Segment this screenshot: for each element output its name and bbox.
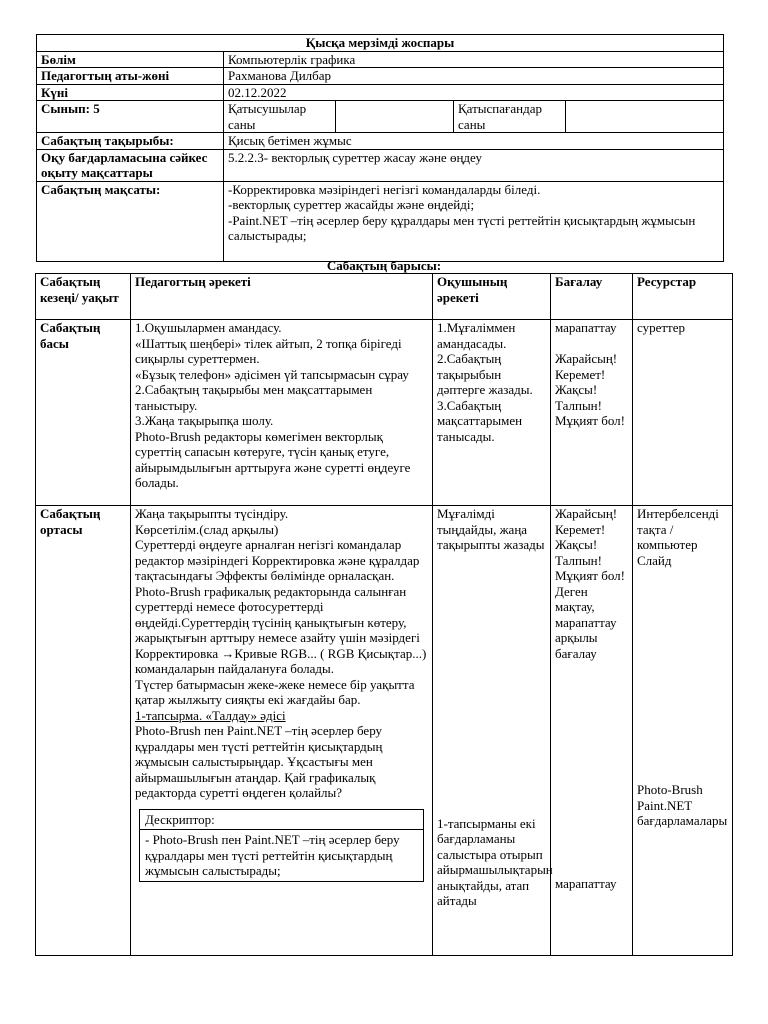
present-value [336, 101, 454, 133]
absent-value [566, 101, 724, 133]
teacher-action-start: 1.Оқушылармен амандасу. «Шаттық шеңбері» тілек айтып, 2 топқа бірігеді сиқырлы суреттермен. «Бұзық телефон» әдісімен үй тапсырмасын сұрау 2.Сабақтың тақырыбы мен мақсаттарымен таныстыру. 3.Жаңа тақырыпқа шолу. Photo-Brush редакторы көмегімен векторлық суреттің сапасын көтеруге, түсін қанық етуге, айырымдылығын арттыруға және суретті өңдеуге болады. [131, 320, 433, 506]
teacher-explanation-text: Жаңа тақырыпты түсіндіру. Көрсетілім.(слад арқылы) Суреттерді өңдеуге арналған негізгі командалар редактор мәзіріндегі Корректировка және құралдар тақтасындағы Эффекты бөлімінде орналасқан. Photo-Brush графикалық редакторында салынған суреттерді немесе фотосуреттерді өңдейді.Суреттердің түсінің қанықтығын көтеру, жарықтығын арттыру немесе азайту үшін мәзірдегі Корректировка →Кривые RGB... ( RGB Қисықтар...) командаларын пайдалануға болады. Түстер батырмасын жеке-жеке немесе бір уақытта қатар жылжыту сияқты екі жағдайы бар. [135, 506, 427, 707]
goal-label: Сабақтың мақсаты: [37, 181, 224, 261]
class-row [37, 101, 724, 133]
teacher-action-middle [131, 506, 433, 956]
resources-middle [633, 506, 733, 956]
lesson-flow-title: Сабақтың барысы: [326, 258, 442, 273]
lesson-middle-row [36, 506, 733, 956]
flow-header-row [36, 274, 733, 320]
assessment-spacer [555, 661, 628, 876]
assessment-middle [551, 506, 633, 956]
resources-board: Интербелсенді тақта / компьютер Слайд [637, 506, 719, 568]
section-label: Бөлім [37, 51, 224, 68]
teacher-label: Педагогтың аты-жөні [37, 68, 224, 85]
descriptor-label: Дескриптор: [145, 811, 215, 827]
resources-start: суреттер [633, 320, 733, 506]
header-teacher-action: Педагогтың әрекеті [131, 274, 433, 320]
section-value: Компьютерлік графика [224, 51, 724, 68]
student-spacer [437, 553, 546, 816]
objectives-label: Оқу бағдарламасына сәйкес оқыту мақсаттары [37, 149, 224, 181]
header-resources: Ресурстар [633, 274, 733, 320]
plan-title: Қысқа мерзімді жоспары [37, 35, 724, 52]
assessment-reward: марапаттау [555, 876, 617, 891]
assessment-start: марапаттау Жарайсың! Керемет! Жақсы! Талпын! Мұқият бол! [551, 320, 633, 506]
objectives-value: 5.2.2.3- векторлық суреттер жасау және өңдеу [224, 149, 724, 181]
descriptor-item: - Photo-Brush пен Paint.NET –тің әсерлер беру құралдары мен түсті реттейтін қисықтардың жұмысын салыстырады; [140, 829, 423, 881]
plan-title-row [37, 35, 724, 52]
task-heading: 1-тапсырма. «Талдау» әдісі [135, 707, 286, 723]
absent-label: Қатыспағандар саны [454, 101, 566, 133]
student-action-listen: Мұғалімді тыңдайды, жаңа тақырыпты жазады [437, 506, 545, 552]
teacher-row [37, 68, 724, 85]
task-text: Photo-Brush пен Paint.NET –тің әсерлер беру құралдары мен түсті реттейтін қисықтардың жұмысын салыстырыңдар. Ұқсастығы мен айырмашылығын атаңдар. Қай графикалық редакторда суретті өңдеген қолайлы? [135, 723, 383, 800]
goal-row [37, 181, 724, 261]
stage-middle: Сабақтың ортасы [36, 506, 131, 956]
header-stage: Сабақтың кезеңі/ уақыт [36, 274, 131, 320]
topic-value: Қисық бетімен жұмыс [224, 133, 724, 150]
resources-software: Photo-Brush Paint.NET бағдарламалары [637, 782, 728, 828]
topic-row [37, 133, 724, 150]
present-label: Қатысушылар саны [224, 101, 336, 133]
student-action-middle [433, 506, 551, 956]
lesson-start-row [36, 320, 733, 506]
student-action-start: 1.Мұғаліммен амандасады. 2.Сабақтың тақырыбын дәптерге жазады. 3.Сабақтың мақсаттарымен танысады. [433, 320, 551, 506]
student-action-task1: 1-тапсырманы екі бағдарламаны салыстыра отырып айырмашылықтарын анықтайды, атап айтады [437, 815, 553, 908]
goal-value: -Корректировка мәзіріндегі негізгі командаларды біледі. -векторлық суреттер жасайды және өңдейді; -Paint.NET –тің әсерлер беру құралдары мен түсті реттейтін қисықтардың жұмысын салыстырады; [224, 181, 724, 261]
lesson-flow-table [35, 273, 733, 956]
stage-start: Сабақтың басы [36, 320, 131, 506]
date-row [37, 84, 724, 101]
teacher-value: Рахманова Дилбар [224, 68, 724, 85]
date-label: Күні [37, 84, 224, 101]
class-label: Сынып: 5 [37, 101, 224, 133]
assessment-praise: Жарайсың! Керемет! Жақсы! Талпын! Мұқият бол! Деген мақтау, марапаттау арқылы бағалау [555, 506, 626, 661]
resources-spacer [637, 568, 728, 782]
descriptor-box [139, 809, 424, 882]
header-student-action: Оқушының әрекеті [433, 274, 551, 320]
date-value: 02.12.2022 [224, 84, 724, 101]
header-assessment: Бағалау [551, 274, 633, 320]
objectives-row [37, 149, 724, 181]
section-row [37, 51, 724, 68]
short-term-plan-table [36, 34, 724, 262]
topic-label: Сабақтың тақырыбы: [37, 133, 224, 150]
